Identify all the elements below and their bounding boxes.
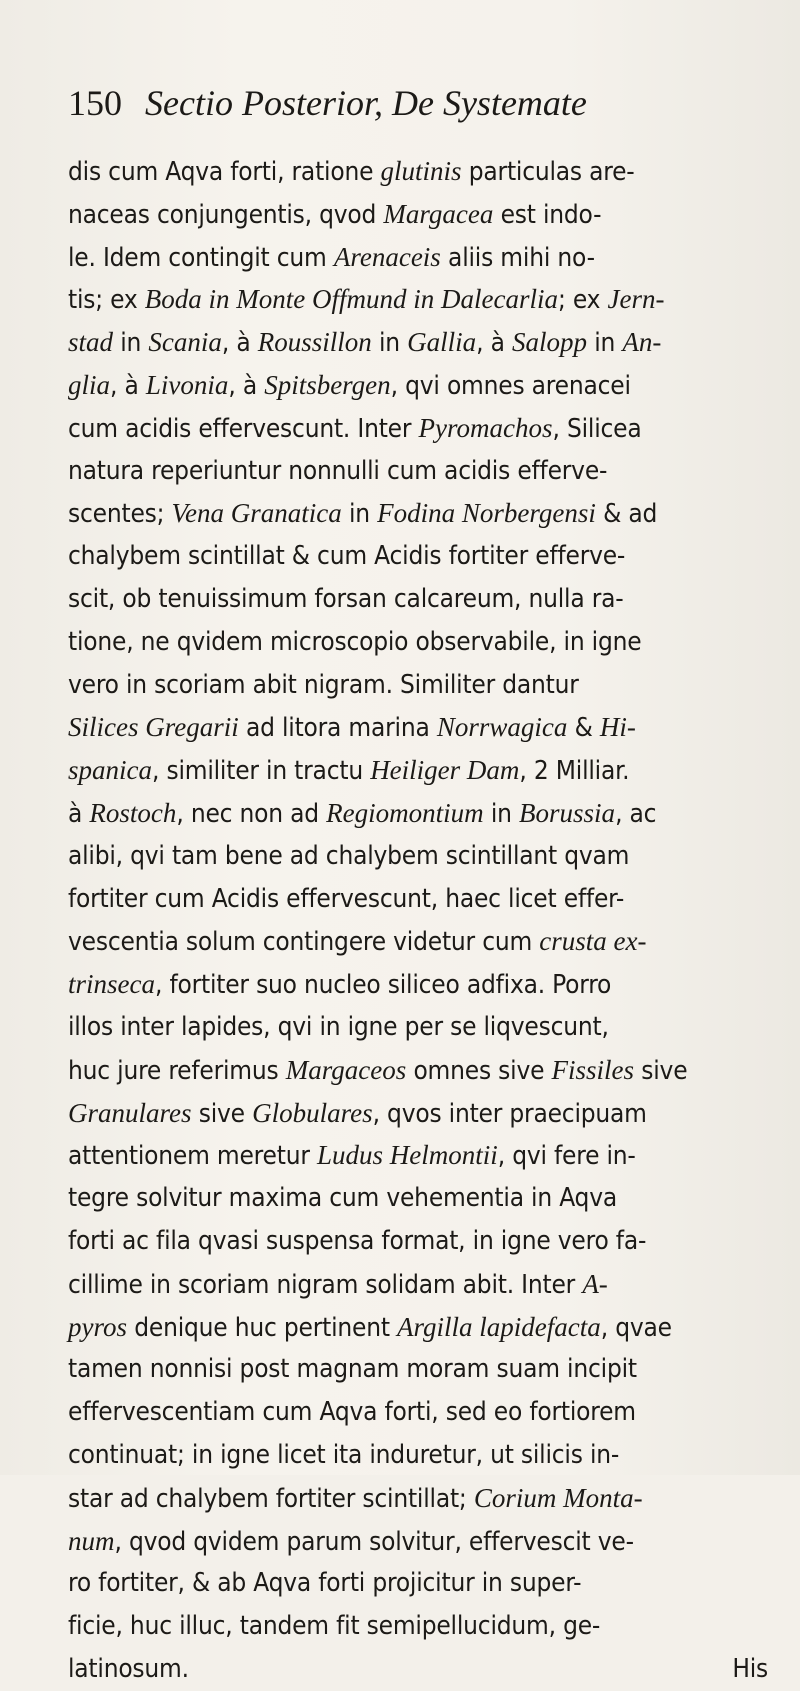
text-line (68, 1477, 768, 1520)
text-run: le. Idem contingit cum (68, 242, 334, 273)
text-line (68, 1648, 768, 1691)
text-run: , à (228, 370, 265, 401)
text-run: tis; ex (68, 285, 145, 316)
italic-run: Rostoch (89, 797, 177, 828)
text-line (68, 193, 768, 236)
italic-run: Scania (148, 327, 222, 358)
italic-run: Heiliger Dam (370, 755, 520, 786)
text-run: ad litora marina (238, 713, 437, 744)
italic-run: Argilla lapidefacta (397, 1311, 601, 1342)
text-run: , à (110, 370, 146, 401)
text-run: denique huc pertinent (127, 1312, 398, 1343)
text-line (68, 1306, 768, 1349)
text-line (68, 1220, 768, 1263)
text-line (68, 1006, 768, 1049)
italic-run: Globulares (252, 1097, 373, 1128)
text-run: & ad (595, 499, 658, 530)
text-run: sive (634, 1055, 688, 1086)
italic-run: Fissiles (551, 1054, 635, 1085)
text-run: , nec non ad (176, 798, 327, 829)
text-line (68, 1263, 768, 1306)
text-line (68, 535, 768, 578)
italic-run: trinseca (68, 969, 155, 1000)
text-run: particulas are- (461, 157, 635, 187)
italic-run: crusta ex- (539, 926, 647, 957)
text-run: star ad chalybem fortiter scintillat; (68, 1483, 474, 1514)
text-line (68, 1348, 768, 1391)
text-run: vero in scoriam abit nigram. Similiter dantur (68, 669, 579, 700)
italic-run: Norrwagica (436, 712, 568, 743)
text-line (68, 236, 768, 279)
text-run: , à (476, 328, 512, 359)
text-run: latinosum. (68, 1653, 189, 1684)
italic-run: Fodina Norbergensi (377, 498, 596, 529)
italic-run: Ludus Helmontii (316, 1140, 498, 1171)
text-run: scentes; (68, 499, 172, 530)
text-run: cillime in scoriam nigram solidam abit. Inter (68, 1269, 583, 1300)
text-run: effervescentiam cum Aqva forti, sed eo fortiorem (68, 1397, 636, 1428)
italic-run: Granulares (68, 1097, 192, 1128)
text-line (68, 920, 768, 963)
italic-run: Hi- (599, 712, 636, 743)
text-line (68, 835, 768, 878)
text-line (68, 1134, 768, 1177)
text-line (68, 664, 768, 707)
text-run: , ac (615, 798, 657, 829)
text-run: , fortiter suo nucleo siliceo adfixa. Porro (155, 970, 612, 1001)
italic-run: A- (582, 1268, 608, 1299)
text-run: ro fortiter, & ab Aqva forti projicitur in super- (68, 1568, 582, 1599)
text-line (68, 1177, 768, 1220)
text-line (68, 1092, 768, 1135)
text-run: huc jure referimus (68, 1055, 286, 1086)
italic-run: stad (68, 327, 114, 358)
italic-run: Margaceos (285, 1054, 407, 1085)
italic-run: Silices Gregarii (68, 712, 239, 743)
text-run: , Silicea (552, 413, 642, 444)
text-run: chalybem scintillat & cum Acidis fortiter efferve- (68, 541, 626, 572)
italic-run: Livonia (145, 369, 229, 400)
catchword: His (732, 1653, 768, 1684)
text-run: à (68, 798, 90, 829)
text-run: continuat; in igne licet ita induretur, ut silicis in- (68, 1439, 620, 1470)
text-line (68, 621, 768, 664)
text-run: , 2 Milliar. (519, 756, 630, 787)
text-line (68, 407, 768, 450)
italic-run: An- (622, 327, 662, 358)
text-run: , qvi omnes arenacei (390, 370, 631, 401)
text-run: illos inter lapides, qvi in igne per se liqvescunt, (68, 1011, 609, 1042)
text-line (68, 749, 768, 792)
text-run: in (341, 499, 378, 530)
text-line (68, 706, 768, 749)
text-run: natura reperiuntur nonnulli cum acidis efferve- (68, 455, 608, 486)
text-run: est indo- (493, 199, 602, 230)
italic-run: num (68, 1525, 115, 1556)
body-text (68, 150, 768, 1691)
text-line (68, 150, 768, 193)
text-run: ; ex (557, 285, 608, 316)
text-run: in (587, 328, 623, 359)
text-line (68, 792, 768, 835)
italic-run: Corium Monta- (473, 1482, 643, 1513)
text-run: alibi, qvi tam bene ad chalybem scintillant qvam (68, 840, 630, 871)
italic-run: glia (68, 369, 111, 400)
text-line (68, 492, 768, 535)
italic-run: Pyromachos (418, 412, 553, 443)
text-run: attentionem meretur (68, 1141, 317, 1172)
italic-run: Borussia (519, 797, 616, 828)
text-run: ficie, huc illuc, tandem fit semipellucidum, ge- (68, 1611, 601, 1642)
text-run: naceas conjungentis, qvod (68, 199, 384, 230)
italic-run: Jern- (607, 284, 665, 315)
text-line (68, 1605, 768, 1648)
italic-run: Gallia (407, 327, 477, 358)
text-line (68, 364, 768, 407)
text-run: & (567, 713, 600, 744)
text-run: vescentia solum contingere videtur cum (68, 927, 540, 958)
text-line (68, 1562, 768, 1605)
text-line (68, 578, 768, 621)
italic-run: Spitsbergen (264, 369, 391, 400)
text-run: in (371, 328, 408, 359)
text-line (68, 963, 768, 1006)
italic-run: pyros (68, 1311, 127, 1342)
text-run: forti ac fila qvasi suspensa format, in igne vero fa- (68, 1225, 647, 1256)
italic-run: Roussillon (257, 327, 372, 358)
running-title: Sectio Posterior, De Systemate (145, 83, 587, 123)
italic-run: spanica (68, 755, 152, 786)
text-line (68, 1520, 768, 1563)
text-line (68, 1391, 768, 1434)
text-run: omnes sive (406, 1055, 552, 1086)
text-run: sive (191, 1098, 253, 1129)
italic-run: Vena Granatica (171, 498, 342, 529)
text-run: , qvod qvidem parum solvitur, effervescit ve- (114, 1526, 634, 1557)
text-line (68, 321, 768, 364)
text-run: fortiter cum Acidis effervescunt, haec licet effer- (68, 883, 625, 914)
text-run: , qvos inter praecipuam (372, 1098, 647, 1129)
page-number: 150 (68, 83, 122, 123)
text-run: , qvae (600, 1312, 672, 1343)
text-line (68, 278, 768, 321)
text-run: , qvi fere in- (497, 1141, 636, 1172)
page-header (68, 78, 768, 128)
text-run: tamen nonnisi post magnam moram suam incipit (68, 1354, 637, 1385)
text-run: , similiter in tractu (152, 756, 371, 787)
italic-run: Arenaceis (333, 241, 441, 272)
text-run: cum acidis effervescunt. Inter (68, 413, 419, 444)
italic-run: Margacea (383, 198, 494, 229)
text-run: in (483, 798, 520, 829)
italic-run: glutinis (380, 156, 462, 186)
text-run: dis cum Aqva forti, ratione (68, 157, 381, 187)
text-run: in (113, 328, 149, 359)
text-line (68, 878, 768, 921)
text-run: tione, ne qvidem microscopio observabile, in igne (68, 626, 642, 657)
italic-run: Salopp (511, 327, 587, 358)
text-line (68, 1434, 768, 1477)
italic-run: Regiomontium (326, 797, 484, 828)
text-run: aliis mihi no- (440, 242, 595, 273)
text-line (68, 450, 768, 493)
text-run: , à (221, 328, 258, 359)
text-line (68, 1049, 768, 1092)
text-run: tegre solvitur maxima cum vehementia in Aqva (68, 1183, 617, 1214)
text-run: scit, ob tenuissimum forsan calcareum, nulla ra- (68, 583, 624, 614)
italic-run: Boda in Monte Offmund in Dalecarlia (144, 284, 558, 315)
